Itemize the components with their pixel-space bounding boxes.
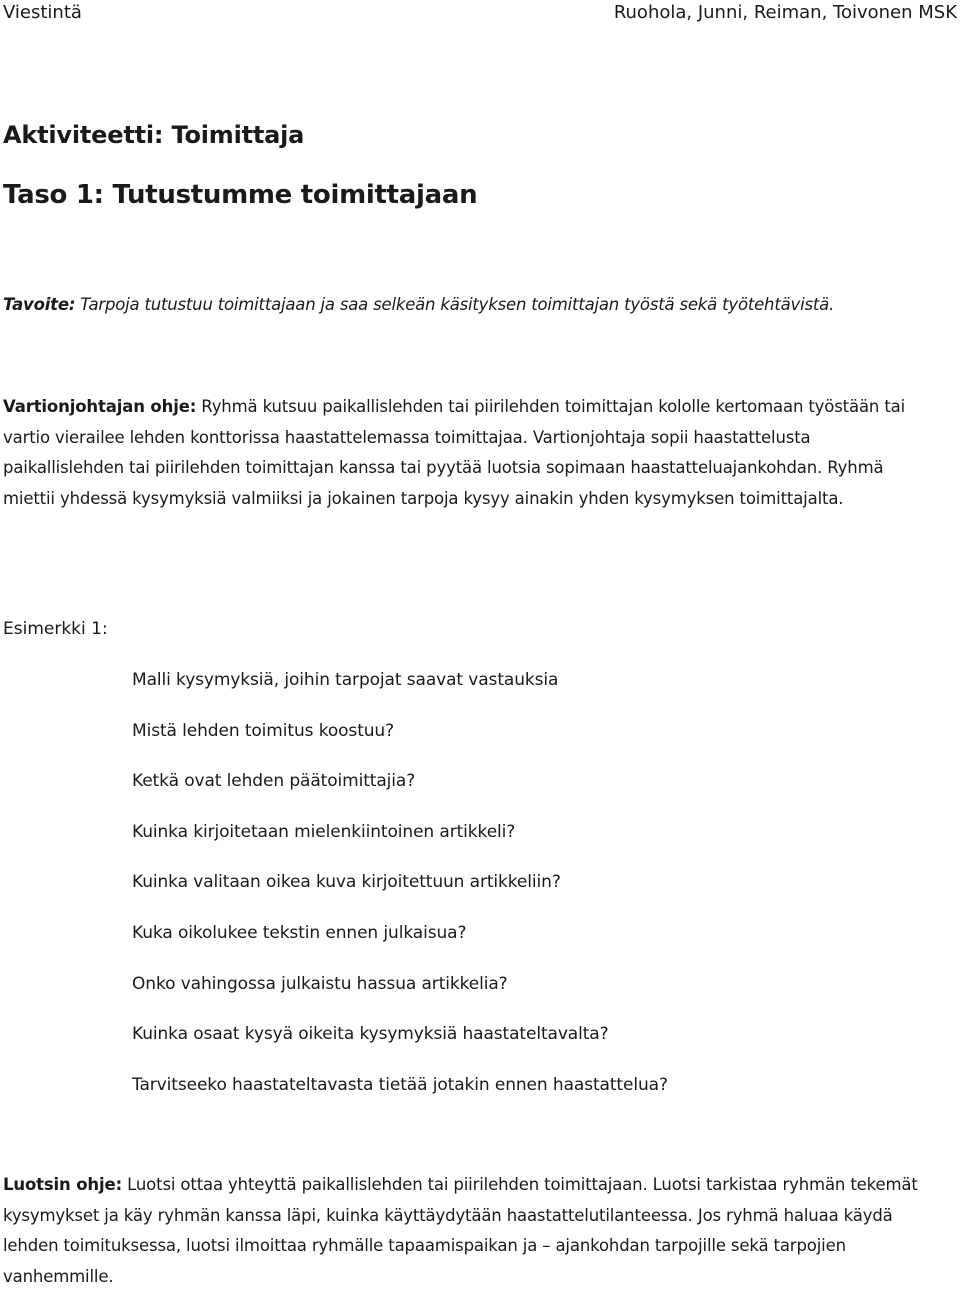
list-item: Kuinka osaat kysyä oikeita kysymyksiä haastateltavalta?: [132, 1024, 609, 1045]
list-item: Onko vahingossa julkaistu hassua artikkelia?: [132, 973, 508, 994]
activity-title: Aktiviteetti: Toimittaja: [3, 121, 305, 149]
list-item: Tarvitseeko haastateltavasta tietää jotakin ennen haastattelua?: [132, 1074, 668, 1095]
guide-instructions-text: Luotsi ottaa yhteyttä paikallislehden tai piirilehden toimittajaan. Luotsi tarkistaa ryhmän tekemät kysymykset ja käy ryhmän kanssa läpi, kuinka käyttäydytään haastattelutilanteessa. Jos ryhmä haluaa käydä lehden toimituksessa, luotsi ilmoittaa ryhmälle tapaamispaikan ja – ajankohdan tarpojille sekä tarpojien vanhemmille.: [3, 1175, 918, 1286]
list-item: Kuinka kirjoitetaan mielenkiintoinen artikkeli?: [132, 821, 516, 842]
page-header: [0, 0, 960, 28]
list-item: Kuinka valitaan oikea kuva kirjoitettuun artikkeliin?: [132, 872, 561, 893]
list-item: Ketkä ovat lehden päätoimittajia?: [132, 771, 416, 792]
list-item: Malli kysymyksiä, joihin tarpojat saavat vastauksia: [132, 670, 559, 690]
guide-instructions-label: Luotsin ohje:: [3, 1175, 123, 1194]
leader-instructions-text: Ryhmä kutsuu paikallislehden tai piirilehden toimittajan kololle kertomaan työstään tai vartio vierailee lehden konttorissa haastattelemassa toimittajaa. Vartionjohtaja sopii haastattelusta paikallislehden tai piirilehden toimittajan kanssa tai pyytää luotsia sopimaan haastatteluajankohdan. Ryhmä miettii yhdessä kysymyksiä valmiiksi ja jokainen tarpoja kysyy ainakin yhden kysymyksen toimittajalta.: [3, 397, 906, 508]
leader-instructions: [3, 392, 923, 514]
header-authors: Ruohola, Junni, Reiman, Toivonen MSK: [613, 2, 957, 23]
goal-paragraph: [3, 295, 953, 314]
level-title: Taso 1: Tutustumme toimittajaan: [3, 180, 478, 210]
goal-text: Tarpoja tutustuu toimittajaan ja saa selkeän käsityksen toimittajan työstä sekä työtehtävistä.: [75, 295, 835, 314]
header-subject: Viestintä: [3, 2, 82, 23]
guide-instructions: [3, 1170, 948, 1292]
example-label: Esimerkki 1:: [3, 619, 108, 639]
leader-instructions-label: Vartionjohtajan ohje:: [3, 397, 197, 416]
list-item: Kuka oikolukee tekstin ennen julkaisua?: [132, 922, 467, 943]
goal-label: Tavoite:: [3, 295, 76, 314]
list-item: Mistä lehden toimitus koostuu?: [132, 720, 395, 741]
example-question-list: [132, 667, 668, 1122]
